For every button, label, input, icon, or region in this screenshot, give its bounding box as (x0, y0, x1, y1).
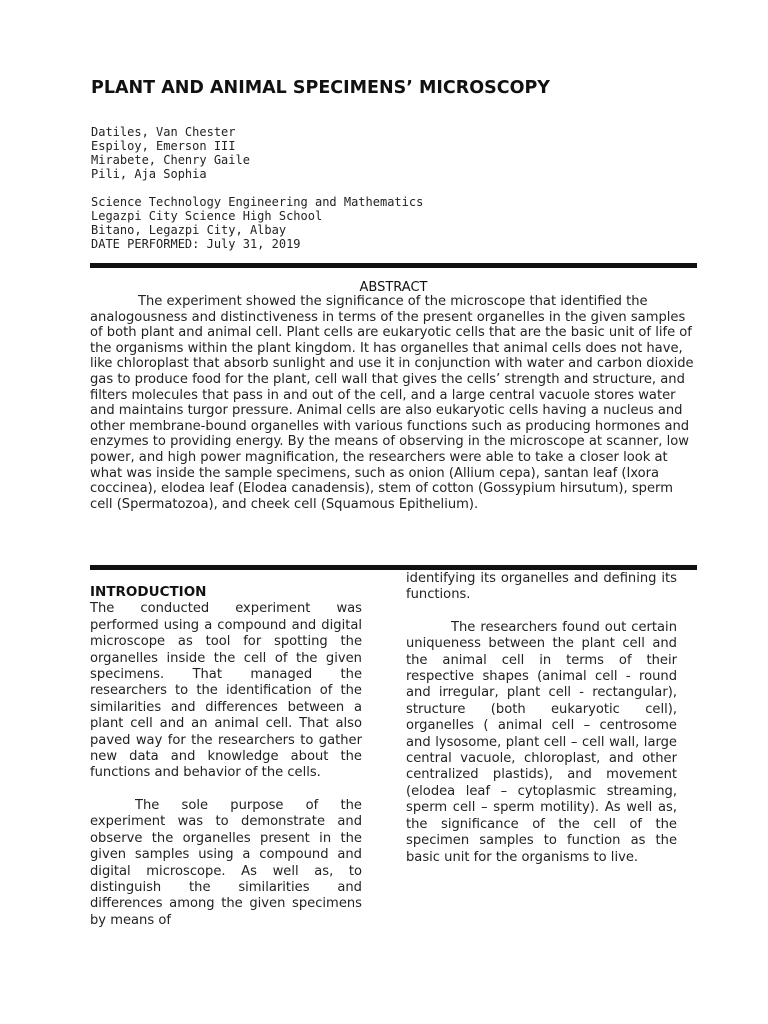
affiliation-line: Legazpi City Science High School (91, 209, 323, 223)
intro-paragraph: The conducted experiment was performed using a compound and digital microscope as tool for spotting the organelles inside the cell of the given specimens. That managed the researchers to the identification of the similarities and differences between a plant cell and an animal cell. That also paved way for the researchers to gather new data and knowledge about the functions and behavior of the cells. (90, 601, 362, 781)
author-name: Mirabete, Chenry Gaile (91, 153, 250, 167)
right-column (406, 571, 677, 866)
intro-paragraph: The sole purpose of the experiment was to demonstrate and observe the organelles present in the given samples using a compound and digital microscope. As well as, to distinguish the similarities and differences among the given specimens by means of (90, 797, 362, 928)
affiliation-line: Bitano, Legazpi City, Albay (91, 223, 287, 237)
intro-paragraph: The researchers found out certain uniqueness between the plant cell and the animal cell in terms of their respective shapes (animal cell - round and irregular, plant cell - rectangular), structure (both eukaryotic cell), organelles ( animal cell – centrosome and lysosome, plant cell – cell wall, large central vacuole, chloroplast, and other centralized plastids), and movement (elodea leaf – cytoplasmic streaming, sperm cell – sperm motility). As well as, the significance of the cell of the specimen samples to function as the basic unit for the organisms to live. (406, 619, 677, 865)
affiliation-block (91, 195, 423, 251)
author-name: Espiloy, Emerson III (91, 139, 236, 153)
author-name: Pili, Aja Sophia (91, 167, 207, 181)
top-divider (90, 263, 697, 268)
abstract-heading: ABSTRACT (359, 280, 428, 295)
affiliation-line: Science Technology Engineering and Mathematics (91, 195, 424, 209)
paper-title: PLANT AND ANIMAL SPECIMENS’ MICROSCOPY (91, 78, 550, 98)
introduction-heading: INTRODUCTION (90, 584, 207, 600)
left-column (90, 584, 362, 929)
section-divider (90, 565, 697, 570)
intro-continuation: identifying its organelles and defining its functions. (406, 571, 677, 603)
date-performed: DATE PERFORMED: July 31, 2019 (91, 237, 301, 251)
author-list (91, 125, 250, 181)
abstract-text: The experiment showed the significance of the microscope that identified the analogousness and distinctiveness in terms of the present organelles in the given samples of both plant and animal cell. Plant cells are eukaryotic cells that are the basic unit of life of the organisms within the plant kingdom. It has organelles that animal cells does not have, like chloroplast that absorb sunlight and use it in conjunction with water and carbon dioxide gas to produce food for the plant, cell wall that gives the cells’ strength and structure, and filters molecules that pass in and out of the cell, and a large central vacuole stores water and maintains turgor pressure. Animal cells are also eukaryotic cells having a nucleus and other membrane-bound organelles with various functions such as producing hormones and enzymes to providing energy. By the means of observing in the microscope at scanner, low power, and high power magnification, the researchers were able to take a closer look at what was inside the sample specimens, such as onion (Allium cepa), santan leaf (Ixora coccinea), elodea leaf (Elodea canadensis), stem of cotton (Gossypium hirsutum), sperm cell (Spermatozoa), and cheek cell (Squamous Epithelium). (90, 294, 694, 512)
author-name: Datiles, Van Chester (91, 125, 236, 139)
